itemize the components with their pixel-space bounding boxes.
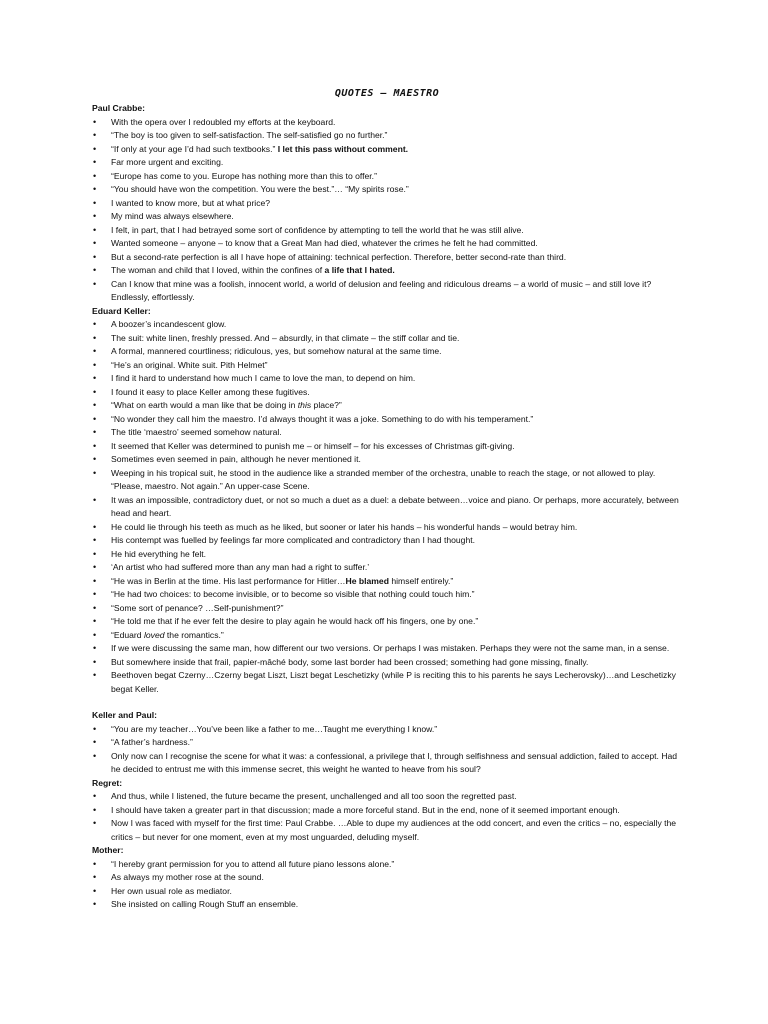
quote-text: She insisted on calling Rough Stuff an ensemble. <box>111 899 299 909</box>
quote-emphasis-bold: I let this pass without comment. <box>277 143 409 154</box>
quote-emphasis-italic: loved <box>143 629 165 640</box>
quote-item <box>92 359 682 373</box>
quote-item <box>92 264 682 278</box>
quote-text: A boozer’s incandescent glow. <box>111 319 227 329</box>
quote-item <box>92 237 682 251</box>
quote-text: I wanted to know more, but at what price? <box>111 197 271 208</box>
quote-item <box>92 669 682 696</box>
quote-item <box>92 736 682 750</box>
quote-item <box>92 143 682 157</box>
quote-item <box>92 898 682 912</box>
quote-item <box>92 494 682 521</box>
quote-text: “You should have won the competition. You were the best.”… “My spirits rose.” <box>111 184 409 194</box>
quote-text: If we were discussing the same man, how different our two versions. Or perhaps I was mistaken. Perhaps they were not the same man, in a sense. <box>111 643 670 653</box>
quote-text: Beethoven begat Czerny…Czerny begat Liszt, Liszt begat Leschetizky (while P is reciting this to his parents he says Lecherovsky)…and Leschetizky begat Keller. <box>111 670 676 694</box>
quote-text: Far more urgent and exciting. <box>111 157 224 167</box>
quote-item <box>92 197 682 211</box>
quote-item <box>92 804 682 818</box>
quote-text: It was an impossible, contradictory duet, or not so much a duet as a duel: a debate between…voice and piano. Or perhaps, more accurately, between head and heart. <box>111 494 679 518</box>
quote-item <box>92 129 682 143</box>
quote-item <box>92 224 682 238</box>
quote-text: place?” <box>311 400 342 410</box>
quote-list <box>92 318 682 696</box>
quote-item <box>92 467 682 494</box>
section-heading: Mother: <box>92 845 124 855</box>
quote-item <box>92 561 682 575</box>
quote-text: “Some sort of penance? …Self-punishment?” <box>111 602 284 613</box>
quote-text: His contempt was fuelled by feelings far more complicated and contradictory than I had thought. <box>111 535 476 545</box>
quote-text: With the opera over I redoubled my efforts at the keyboard. <box>111 116 336 127</box>
quote-emphasis-bold: He blamed <box>345 575 389 586</box>
quote-text: But somewhere inside that frail, papier-mâché body, some last border had been crossed; something had gone missing, finally. <box>111 656 589 667</box>
quote-text: He hid everything he felt. <box>111 548 207 559</box>
quote-text: “He had two choices: to become invisible, or to become so visible that nothing could touch him.” <box>111 589 475 599</box>
document-title: QUOTES – MAESTRO <box>334 88 440 99</box>
quote-item <box>92 318 682 332</box>
quote-text: But a second-rate perfection is all I have hope of attaining: technical perfection. Therefore, better second-rate than third. <box>111 251 567 262</box>
quote-text: The woman and child that I loved, within the confines of <box>111 265 325 275</box>
quote-item <box>92 656 682 670</box>
quote-text: the romantics.” <box>164 629 224 640</box>
quote-item <box>92 871 682 885</box>
quote-item <box>92 453 682 467</box>
quote-item <box>92 332 682 346</box>
quote-item <box>92 386 682 400</box>
quote-text: “You are my teacher…You’ve been like a father to me…Taught me everything I know.” <box>111 723 438 734</box>
quote-item <box>92 602 682 616</box>
quote-item <box>92 642 682 656</box>
quote-text: I find it hard to understand how much I came to love the man, to depend on him. <box>111 373 416 383</box>
quote-list <box>92 790 682 844</box>
quote-emphasis-italic: this <box>297 400 312 410</box>
quote-text: himself entirely.” <box>388 575 454 586</box>
quote-item <box>92 156 682 170</box>
quote-item <box>92 521 682 535</box>
quote-text: “He’s an original. White suit. Pith Helmet” <box>111 359 268 370</box>
quote-text: The suit: white linen, freshly pressed. And – absurdly, in that climate – the stiff collar and tie. <box>111 332 460 343</box>
quote-list <box>92 858 682 912</box>
quote-text: “I hereby grant permission for you to attend all future piano lessons alone.” <box>111 858 395 869</box>
quote-text: “He told me that if he ever felt the desire to play again he would hack off his fingers, one by one.” <box>111 616 479 626</box>
quote-item <box>92 278 682 305</box>
quote-text: “Europe has come to you. Europe has nothing more than this to offer.” <box>111 170 377 181</box>
quote-text: “If only at your age I’d had such textbooks.” <box>111 143 278 154</box>
quote-item <box>92 426 682 440</box>
quote-list <box>92 116 682 305</box>
quote-text: And thus, while I listened, the future became the present, unchallenged and all too soon the regretted past. <box>111 791 517 801</box>
quote-item <box>92 790 682 804</box>
quote-text: Her own usual role as mediator. <box>111 885 232 896</box>
section-heading: Keller and Paul: <box>92 710 157 720</box>
section-heading: Paul Crabbe: <box>92 103 146 113</box>
quote-item <box>92 183 682 197</box>
quote-text: “Eduard <box>111 629 144 640</box>
quote-text: Weeping in his tropical suit, he stood in the audience like a stranded member of the orchestra, unable to reach the stage, or not allowed to play. “Please, maestro. Not again.” An upper-case Scene. <box>111 467 656 491</box>
quote-text: I found it easy to place Keller among these fugitives. <box>111 386 310 397</box>
quote-text: He could lie through his teeth as much as he liked, but sooner or later his hands – his wonderful hands – would betray him. <box>111 521 578 532</box>
quote-text: It seemed that Keller was determined to punish me – or himself – for his excesses of Christmas gift-giving. <box>111 440 515 451</box>
section-heading: Eduard Keller: <box>92 305 151 316</box>
quote-text: A formal, mannered courtliness; ridiculous, yes, but somehow natural at the same time. <box>111 346 442 356</box>
quote-item <box>92 575 682 589</box>
quote-item <box>92 440 682 454</box>
quote-text: “What on earth would a man like that be doing in <box>111 400 298 410</box>
quote-list <box>92 723 682 777</box>
quote-item <box>92 210 682 224</box>
quote-item <box>92 750 682 777</box>
quote-emphasis-bold: a life that I hated. <box>324 265 395 275</box>
quote-text: “A father’s hardness.” <box>111 737 193 747</box>
quote-text: The title ‘maestro’ seemed somehow natural. <box>111 427 282 437</box>
quote-text: Sometimes even seemed in pain, although he never mentioned it. <box>111 454 361 464</box>
quote-text: “No wonder they call him the maestro. I’d always thought it was a joke. Something to do with his temperament.” <box>111 413 534 424</box>
quote-text: My mind was always elsewhere. <box>111 211 234 221</box>
quote-text: I felt, in part, that I had betrayed some sort of confidence by attempting to tell the world that he was still alive. <box>111 224 524 235</box>
quote-item <box>92 413 682 427</box>
quote-text: “The boy is too given to self-satisfaction. The self-satisfied go no further.” <box>111 130 388 140</box>
quote-item <box>92 817 682 844</box>
quote-text: Can I know that mine was a foolish, innocent world, a world of delusion and feeling and ridiculous dreams – a world of music – and still love it? Endlessly, effortlessly. <box>111 278 652 302</box>
quote-item <box>92 723 682 737</box>
quote-text: Only now can I recognise the scene for what it was: a confessional, a privilege that I, through selfishness and sensual addiction, failed to accept. Had he decided to entrust me with this immense secret, this weight he wanted to heave from his soul? <box>111 750 678 774</box>
quote-sections <box>92 102 682 912</box>
quote-item <box>92 588 682 602</box>
quote-item <box>92 548 682 562</box>
document-page <box>92 86 682 912</box>
quote-item <box>92 399 682 413</box>
section-heading: Regret: <box>92 777 123 788</box>
quote-item <box>92 534 682 548</box>
quote-text: I should have taken a greater part in that discussion; made a more forceful stand. But in the end, none of it seemed important enough. <box>111 804 620 815</box>
quote-item <box>92 170 682 184</box>
quote-item <box>92 116 682 130</box>
quote-item <box>92 629 682 643</box>
quote-text: “He was in Berlin at the time. His last performance for Hitler… <box>111 575 346 586</box>
quote-item <box>92 251 682 265</box>
quote-item <box>92 345 682 359</box>
quote-text: ‘An artist who had suffered more than any man had a right to suffer.’ <box>111 562 370 572</box>
quote-item <box>92 858 682 872</box>
quote-item <box>92 885 682 899</box>
quote-item <box>92 615 682 629</box>
quote-text: Wanted someone – anyone – to know that a Great Man had died, whatever the crimes he felt he had committed. <box>111 238 538 248</box>
quote-text: As always my mother rose at the sound. <box>111 872 264 882</box>
quote-text: Now I was faced with myself for the first time: Paul Crabbe. …Able to dupe my audiences at the odd concert, and even the critics – no, especially the critics – but never for one moment, even at my most unguarded, deluding myself. <box>111 818 677 842</box>
quote-item <box>92 372 682 386</box>
